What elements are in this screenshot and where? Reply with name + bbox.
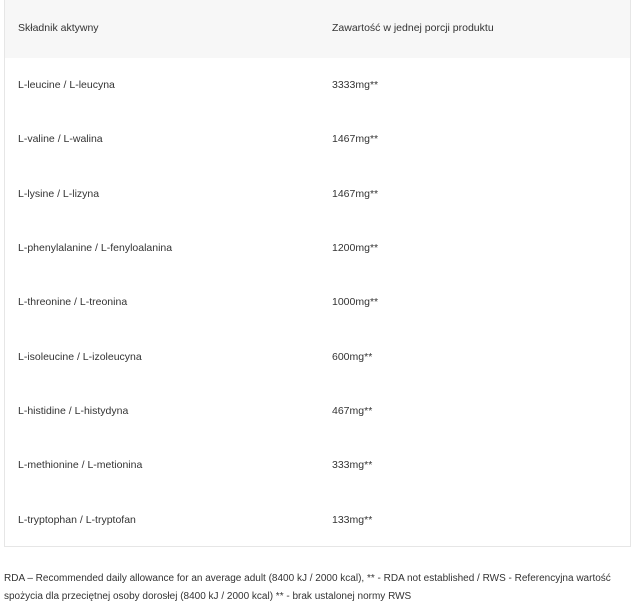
table-header-row <box>5 0 630 58</box>
ingredient-amount: 133mg** <box>332 513 373 526</box>
ingredient-name: L-threonine / L-treonina <box>18 296 128 309</box>
ingredient-name: L-isoleucine / L-izoleucyna <box>18 350 142 363</box>
table-row <box>5 492 630 546</box>
ingredients-table <box>4 0 631 547</box>
table-row <box>5 221 630 275</box>
ingredient-amount: 1467mg** <box>332 187 379 200</box>
ingredient-amount: 3333mg** <box>332 79 379 92</box>
ingredient-amount: 333mg** <box>332 459 373 472</box>
ingredient-name: L-methionine / L-metionina <box>18 459 143 472</box>
ingredient-amount: 1467mg** <box>332 133 379 146</box>
rda-footnote <box>4 570 632 606</box>
table-row <box>5 167 630 221</box>
ingredient-amount: 600mg** <box>332 350 373 363</box>
ingredient-amount: 1200mg** <box>332 242 379 255</box>
ingredient-name: L-phenylalanine / L-fenyloalanina <box>18 242 173 255</box>
table-row <box>5 384 630 438</box>
ingredient-name: L-lysine / L-lizyna <box>18 187 100 200</box>
ingredient-amount: 467mg** <box>332 404 373 417</box>
table-row <box>5 275 630 329</box>
footnote-line: spożycia dla przeciętnej osoby dorosłej (8400 kJ / 2000 kcal) ** - brak ustalonej normy RWS <box>4 591 412 602</box>
ingredient-name: L-valine / L-walina <box>18 133 103 146</box>
header-active-ingredient: Składnik aktywny <box>18 22 99 34</box>
ingredient-amount: 1000mg** <box>332 296 379 309</box>
ingredient-name: L-tryptophan / L-tryptofan <box>18 513 136 526</box>
table-row <box>5 329 630 383</box>
footnote-line: RDA – Recommended daily allowance for an average adult (8400 kJ / 2000 kcal), ** - RDA not established / RWS - Referencyjna wartość <box>4 573 611 584</box>
header-content-per-serving: Zawartość w jednej porcji produktu <box>332 22 494 34</box>
table-row <box>5 438 630 492</box>
table-row <box>5 58 630 112</box>
table-row <box>5 112 630 166</box>
ingredient-name: L-leucine / L-leucyna <box>18 79 115 92</box>
ingredient-name: L-histidine / L-histydyna <box>18 404 129 417</box>
